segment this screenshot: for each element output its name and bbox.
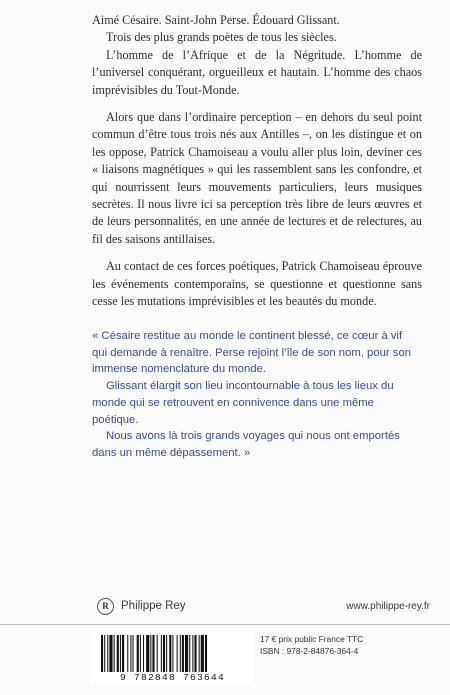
divider-line	[0, 624, 450, 625]
blurb-paragraph-5: Au contact de ces forces poétiques, Patrick Chamoiseau éprouve les événements contemporains, se questionne et questionne sans cesse les mutations imprévisibles et les beautés du monde.	[92, 259, 422, 309]
isbn-line: ISBN : 978-2-84876-364-4	[260, 646, 359, 656]
publisher-logo-icon: R	[97, 598, 114, 615]
barcode-bars-icon	[91, 632, 254, 674]
price-info	[260, 633, 363, 657]
publisher-name: Philippe Rey	[121, 600, 186, 612]
barcode-digits: 9 782848 763644	[91, 672, 254, 684]
blurb-paragraph-2: Trois des plus grands poètes de tous les siècles.	[106, 30, 337, 45]
authors-line: Aimé Césaire. Saint-John Perse. Édouard Glissant.	[92, 13, 340, 27]
pull-quote	[92, 328, 420, 462]
barcode	[91, 632, 254, 684]
price-line: 17 € prix public France TTC	[260, 634, 364, 644]
quote-paragraph-3: Nous avons là trois grands voyages qui nous ont emportés dans un même dépassement. »	[92, 430, 400, 459]
quote-paragraph-1: « Césaire restitue au monde le continent blessé, ce cœur à vif qui demande à renaître. Perse rejoint l’île de son nom, pour son immense nomenclature du monde.	[92, 330, 412, 376]
quote-paragraph-2: Glissant élargit son lieu incontournable à tous les lieux du monde qui se retrouvent en connivence dans une même poétique.	[92, 380, 394, 426]
blurb-text	[92, 12, 422, 311]
blurb-paragraph-3: L’homme de l’Afrique et de la Négritude. L’homme de l’universel conquérant, orgueilleux et hautain. L’homme des chaos imprévisibles du Tout-Monde.	[92, 47, 422, 97]
publisher-website: www.philippe-rey.fr	[346, 600, 430, 612]
blurb-paragraph-4: Alors que dans l’ordinaire perception – en dehors du seul point commun d’être tous trois nés aux Antilles –, on les distingue et on les oppose, Patrick Chamoiseau a voulu aller plus loin, deviner ces « liaisons magnétiques » qui les rassemblent sans les confondre, et qui nourrissent leurs mouvements particuliers, leurs musiques secrètes. Il nous livre ici sa perception très libre de leurs œuvres et de leurs personnalités, en une année de lectures et de relectures, au fil des saisons antillaises.	[92, 110, 422, 246]
publisher-block	[97, 596, 186, 616]
